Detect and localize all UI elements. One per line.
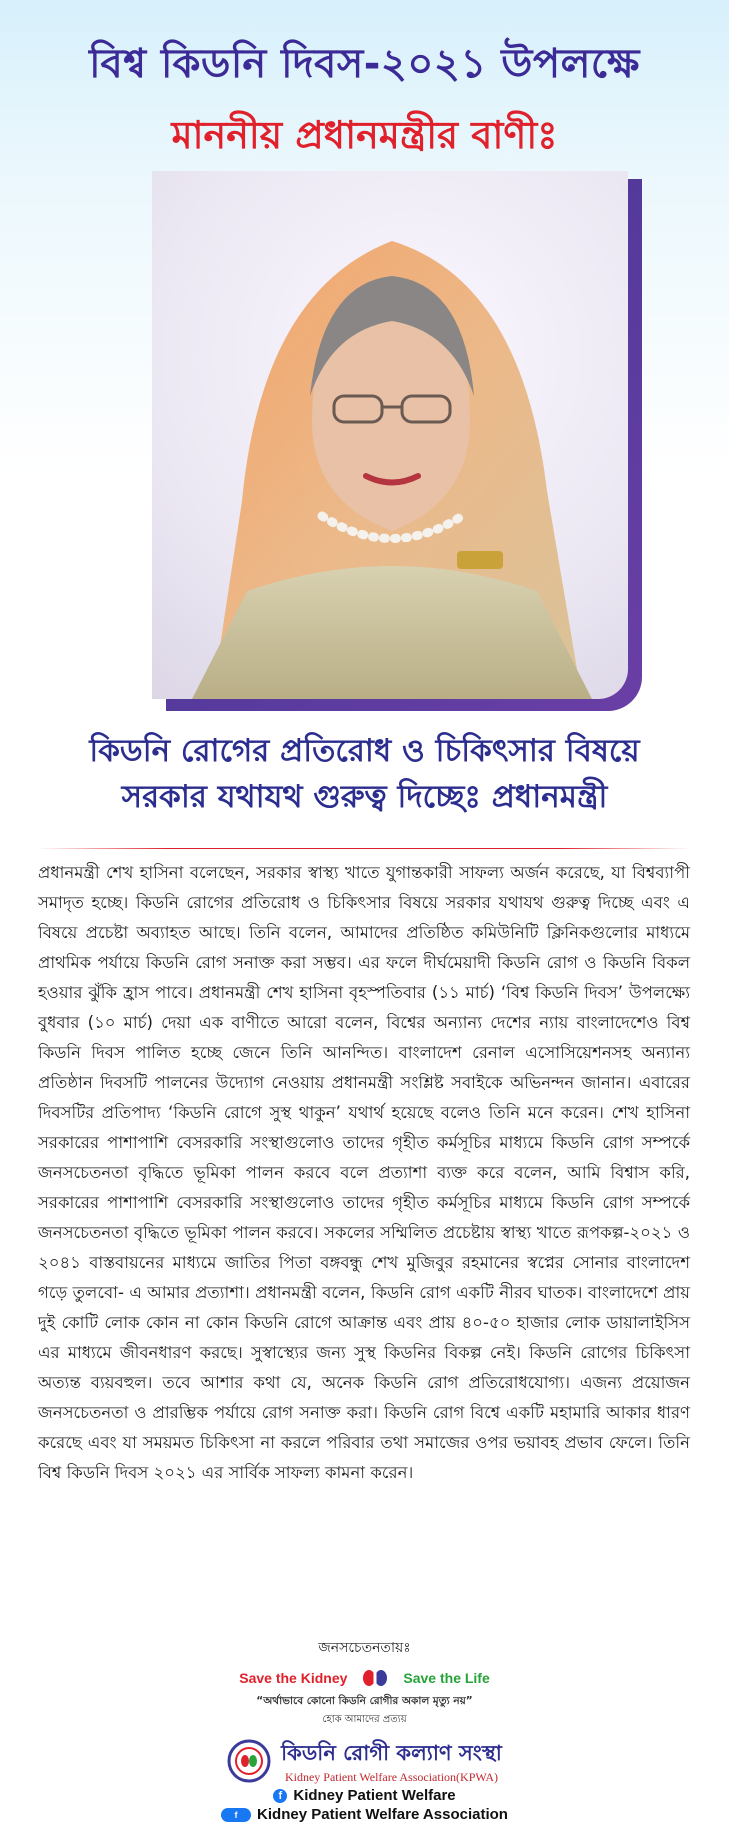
portrait-illustration <box>152 171 628 699</box>
divider <box>38 848 690 849</box>
portrait-frame <box>152 171 642 711</box>
message-subtitle: মাননীয় প্রধানমন্ত্রীর বাণীঃ <box>171 113 558 157</box>
article-headline-line2: সরকার যথাযথ গুরুত্ব দিচ্ছেঃ প্রধানমন্ত্রী <box>121 779 608 815</box>
facebook-group-line[interactable] <box>0 1806 729 1823</box>
article-body: প্রধানমন্ত্রী শেখ হাসিনা বলেছেন, সরকার স্বাস্থ্য খাতে যুগান্তকারী সাফল্য অর্জন করেছে, যা বিশ্বব্যাপী সমাদৃত হচ্ছে। কিডনি রোগের প্রতিরোধ ও চিকিৎসার বিষয়ে সরকার যথাযথ গুরুত্ব দিচ্ছে এবং এ বিষয়ে প্রচেষ্টা অব্যাহত আছে। তিনি বলেন, আমাদের প্রতিষ্ঠিত কমিউনিটি ক্লিনিকগুলোর মাধ্যমে প্রাথমিক পর্যায়ে কিডনি রোগ সনাক্ত করা সম্ভব। এর ফলে দীর্ঘমেয়াদী কিডনি রোগ ও কিডনি বিকল হওয়ার ঝুঁকি হ্রাস পাবে। প্রধানমন্ত্রী শেখ হাসিনা বৃহস্পতিবার (১১ মার্চ) ‘বিশ্ব কিডনি দিবস’ উপলক্ষ্যে বুধবার (১০ মার্চ) দেয়া এক বাণীতে আরো বলেন, বিশ্বের অন্যান্য দেশের ন্যায় বাংলাদেশেও বিশ্ব কিডনি দিবস পালিত হচ্ছে জেনে তিনি আনন্দিত। বাংলাদেশ রেনাল এসোসিয়েশনসহ অন্যান্য প্রতিষ্ঠান দিবসটি পালনের উদ্যোগ নেওয়ায় প্রধানমন্ত্রী সংশ্লিষ্ট সবাইকে অভিনন্দন জানান। এবারের দিবসটির প্রতিপাদ্য ‘কিডনি রোগে সুস্থ থাকুন’ যথার্থ হয়েছে বলেও তিনি মনে করেন। শেখ হাসিনা সরকারের পাশাপাশি বেসরকারি সংস্থাগুলোও তাদের গৃহীত কর্মসূচির মাধ্যমে কিডনি রোগ সম্পর্কে জনসচেতনতা বৃদ্ধিতে ভূমিকা পালন করবে বলে প্রত্যাশা ব্যক্ত করে বলেন, আমি বিশ্বাস করি, সরকারের পাশাপাশি বেসরকারি সংস্থাগুলোও তাদের গৃহীত কর্মসূচির মাধ্যমে কিডনি রোগ সম্পর্কে জনসচেতনতা বৃদ্ধিতে ভূমিকা পালন করবে। সকলের সম্মিলিত প্রচেষ্টায় স্বাস্থ্য খাতে রূপকল্প-২০২১ ও ২০৪১ বাস্তবায়নের মাধ্যমে জাতির পিতা বঙ্গবন্ধু শেখ মুজিবুর রহমানের স্বপ্নের সোনার বাংলাদেশ গড়ে তুলবো- এ আমার প্রত্যাশা। প্রধানমন্ত্রী বলেন, কিডনি রোগ একটি নীরব ঘাতক। বাংলাদেশে প্রায় দুই কোটি লোক কোন না কোন কিডনি রোগে আক্রান্ত এবং প্রায় ৪০-৫০ হাজার লোক ডায়ালাইসিস এর মাধ্যমে জীবনধারণ করছে। সুস্বাস্থ্যের জন্য সুস্থ কিডনির বিকল্প নেই। কিডনি রোগের চিকিৎসা অত্যন্ত ব্যয়বহুল। তবে আশার কথা যে, অনেক কিডনি রোগ প্রতিরোধযোগ্য। এজন্য প্রয়োজন জনসচেতনতা ও প্রারম্ভিক পর্যায়ে রোগ সনাক্ত করা। কিডনি রোগ বিশ্বে একটি মহামারি আকার ধারণ করেছে এবং যা সময়মত চিকিৎসা না করলে পরিবার তথা সমাজের ওপর ভয়াবহ প্রভাব ফেলে। তিনি বিশ্ব কিডনি দিবস ২০২১ এর সার্বিক সাফল্য কামনা করেন। <box>38 863 690 1482</box>
event-title: বিশ্ব কিডনি দিবস-২০২১ উপলক্ষে <box>89 41 640 87</box>
footer <box>0 1636 729 1823</box>
org-row <box>0 1737 729 1785</box>
facebook-group-icon: f <box>221 1808 251 1822</box>
awareness-label: জনসচেতনতায়ঃ <box>318 1640 411 1656</box>
kidney-icon <box>361 1668 389 1688</box>
org-quote-sub: হোক আমাদের প্রত্যয় <box>322 1714 407 1725</box>
article-headline-line1: কিডনি রোগের প্রতিরোধ ও চিকিৎসার বিষয়ে <box>89 733 640 769</box>
slogan-save-kidney: Save the Kidney <box>239 1670 348 1686</box>
slogan-row <box>0 1668 729 1688</box>
facebook-icon: f <box>273 1789 287 1803</box>
org-name-en: Kidney Patient Welfare Association(KPWA) <box>284 1770 499 1784</box>
org-quote: “অর্থাভাবে কোনো কিডনি রোগীর অকাল মৃত্যু নয়” <box>256 1695 473 1707</box>
facebook-page-name: Kidney Patient Welfare <box>293 1787 456 1804</box>
org-name-bn: কিডনি রোগী কল্যাণ সংস্থা <box>281 1741 502 1765</box>
org-name-block <box>281 1737 502 1785</box>
portrait-photo <box>152 171 628 699</box>
facebook-page-line[interactable] <box>0 1787 729 1804</box>
org-seal-icon <box>227 1739 271 1783</box>
slogan-save-life: Save the Life <box>403 1670 490 1686</box>
article-headline <box>0 728 729 820</box>
facebook-group-name: Kidney Patient Welfare Association <box>257 1806 508 1823</box>
